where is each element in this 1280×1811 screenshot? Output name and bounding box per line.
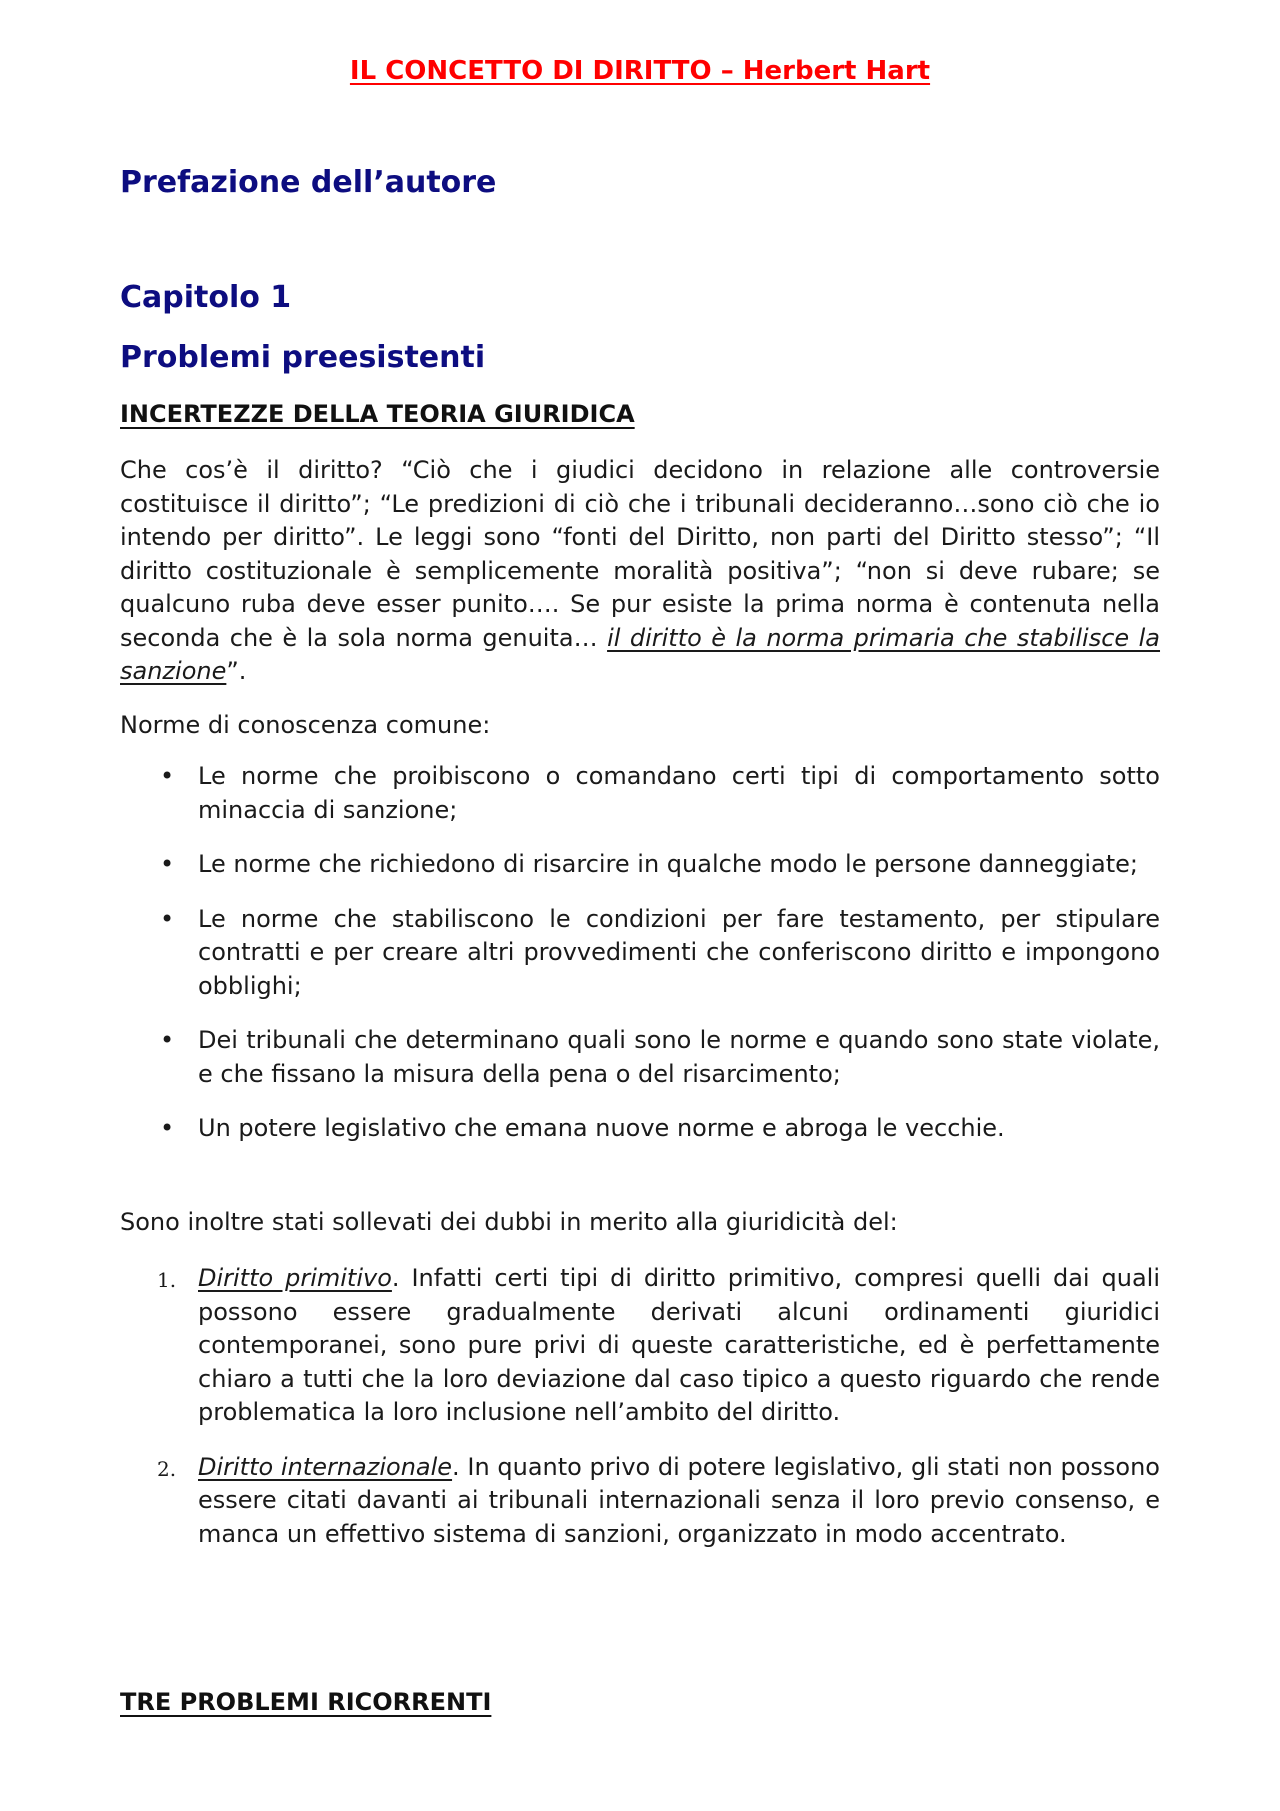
list-item	[120, 1262, 1160, 1430]
norms-list	[120, 760, 1160, 1167]
chapter-heading: Capitolo 1	[120, 280, 292, 315]
list-item-text: Un potere legislativo che emana nuove norme e abroga le vecchie.	[198, 1114, 1005, 1142]
doubts-intro: Sono inoltre stati sollevati dei dubbi in merito alla giuridicità del:	[120, 1208, 898, 1236]
chapter-title: Problemi preesistenti	[120, 340, 486, 375]
list-item-text: . Infatti certi tipi di diritto primitivo, compresi quelli dai quali possono essere gradualmente derivati alcuni ordinamenti giuridici contemporanei, sono pure privi di queste caratteristiche, ed è perfettamente chiaro a tutti che la loro deviazione dal caso tipico a questo riguardo che rende problematica la loro inclusione nell’ambito del diritto.	[198, 1264, 1160, 1426]
list-item-term: Diritto internazionale	[198, 1452, 453, 1481]
list-item-text: . In quanto privo di potere legislativo, gli stati non possono essere citati davanti ai tribunali internazionali senza il loro previo consenso, e manca un effettivo sistema di sanzioni, organizzato in modo accentrato.	[198, 1452, 1160, 1548]
list-number: 2.	[157, 1456, 177, 1481]
section-heading-incertezze: INCERTEZZE DELLA TEORIA GIURIDICA	[120, 400, 635, 428]
document-title: IL CONCETTO DI DIRITTO – Herbert Hart	[349, 56, 931, 86]
intro-paragraph-end: ”.	[226, 657, 247, 685]
list-item-term: Diritto primitivo	[198, 1264, 392, 1292]
section-heading-tre-problemi: TRE PROBLEMI RICORRENTI	[120, 1688, 492, 1716]
bullet-icon: •	[160, 850, 175, 878]
bullet-icon: •	[160, 1114, 175, 1142]
list-number: 1.	[157, 1268, 177, 1292]
intro-paragraph	[120, 454, 1160, 689]
preface-heading: Prefazione dell’autore	[120, 165, 497, 200]
bullet-icon: •	[160, 904, 175, 933]
doubts-list	[120, 1262, 1160, 1572]
list-item	[120, 760, 1160, 827]
list-item-text: Le norme che proibiscono o comandano certi tipi di comportamento sotto minaccia di sanzione;	[198, 762, 1160, 824]
list-item	[120, 848, 1160, 882]
list-item-text: Le norme che stabiliscono le condizioni per fare testamento, per stipulare contratti e per creare altri provvedimenti che conferiscono diritto e impongono obblighi;	[198, 904, 1160, 1000]
bullet-icon: •	[160, 1026, 175, 1054]
list-item-text: Dei tribunali che determinano quali sono le norme e quando sono state violate, e che fissano la misura della pena o del risarcimento;	[198, 1026, 1160, 1088]
intro-paragraph-emphasis: il diritto è la norma primaria che stabilisce la sanzione	[120, 623, 1161, 685]
list-item	[120, 1112, 1160, 1146]
norms-intro: Norme di conoscenza comune:	[120, 711, 491, 739]
bullet-icon: •	[160, 762, 175, 790]
list-item-text: Le norme che richiedono di risarcire in qualche modo le persone danneggiate;	[198, 850, 1138, 878]
list-item	[120, 903, 1160, 1004]
intro-paragraph-text: Che cos’è il diritto? “Ciò che i giudici decidono in relazione alle controversie costituisce il diritto”; “Le predizioni di ciò che i tribunali decideranno…sono ciò che io intendo per diritto”. Le leggi sono “fonti del Diritto, non parti del Diritto stesso”; “Il diritto costituzionale è semplicemente moralità positiva”; “non si deve rubare; se qualcuno ruba deve esser punito…. Se pur esiste la prima norma è contenuta nella seconda che è la sola norma genuita…	[120, 456, 1160, 652]
list-item	[120, 1024, 1160, 1091]
list-item	[120, 1451, 1160, 1552]
